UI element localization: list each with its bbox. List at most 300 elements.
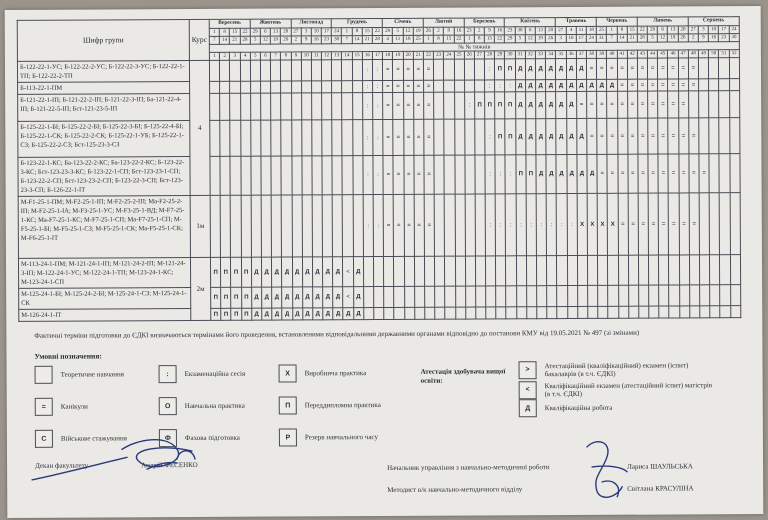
schedule-cell: =	[689, 154, 699, 193]
schedule-cell	[598, 306, 608, 318]
schedule-cell: :	[362, 60, 372, 81]
schedule-cell	[271, 81, 281, 93]
schedule-cell	[486, 286, 496, 307]
schedule-cell: =	[414, 155, 424, 194]
week-start-day: 18	[586, 26, 596, 34]
schedule-cell	[709, 154, 719, 193]
schedule-cell	[343, 195, 354, 257]
schedule-cell: П	[505, 59, 515, 80]
week-number: 37	[576, 50, 586, 58]
week-number: 14	[342, 52, 352, 60]
week-number: 5	[250, 52, 260, 60]
schedule-cell	[588, 306, 598, 318]
schedule-cell: Д	[556, 59, 566, 80]
week-end-day: 18	[403, 35, 413, 43]
schedule-cell	[506, 307, 516, 319]
schedule-cell: =	[617, 154, 627, 193]
week-start-day: 5	[393, 27, 403, 35]
schedule-cell: =	[403, 80, 413, 92]
schedule-cell	[547, 286, 557, 307]
schedule-cell	[435, 286, 445, 307]
week-end-day: 22	[454, 35, 464, 43]
schedule-cell	[435, 256, 445, 286]
week-end-day: 21	[230, 36, 240, 44]
schedule-cell	[302, 156, 312, 195]
schedule-cell: =	[618, 193, 629, 255]
table-row	[18, 91, 740, 122]
schedule-cell: =	[678, 91, 688, 118]
schedule-cell	[240, 81, 250, 93]
schedule-cell	[291, 156, 301, 195]
schedule-cell	[709, 79, 719, 91]
week-end-day: 10	[566, 34, 576, 42]
schedule-cell: =	[586, 58, 596, 79]
schedule-cell: Д	[262, 308, 272, 320]
legend-exam-box: :	[159, 365, 177, 383]
schedule-cell	[394, 307, 404, 319]
legend-title: Умовні позначення:	[34, 351, 102, 361]
schedule-cell: Д	[353, 287, 363, 308]
week-number: 50	[709, 50, 719, 58]
schedule-cell	[486, 256, 496, 286]
schedule-cell	[353, 156, 363, 195]
schedule-cell	[394, 256, 404, 286]
week-start-day: 27	[688, 26, 698, 34]
schedule-cell	[364, 308, 374, 320]
schedule-cell: Д	[272, 308, 282, 320]
course-number: 1м	[190, 195, 210, 257]
group-code: М-125-24-1-БІ; М-125-24-2-БІ; М-125-24-1-СЗ; М-125-24-1-СК	[19, 288, 191, 310]
week-number: 19	[393, 51, 403, 59]
schedule-cell: Д	[333, 308, 343, 320]
schedule-cell: Д	[302, 257, 312, 287]
schedule-cell	[230, 156, 240, 195]
schedule-cell	[332, 93, 342, 120]
schedule-cell: Д	[546, 59, 556, 80]
schedule-cell	[363, 287, 373, 308]
schedule-cell: Д	[607, 79, 617, 91]
schedule-cell	[537, 307, 547, 319]
schedule-cell	[719, 79, 729, 91]
schedule-cell	[608, 306, 618, 318]
schedule-cell	[240, 120, 250, 156]
schedule-cell	[444, 59, 454, 80]
legend-theory	[35, 365, 124, 383]
schedule-cell: :	[373, 93, 383, 120]
schedule-cell: П	[221, 287, 231, 308]
week-end-day: 21	[627, 34, 637, 42]
schedule-cell: Д	[515, 92, 525, 119]
group-code: Б-121-22-1-ІП; Б-121-22-2-ІП; Б-121-22-3-ІП; Ба-121-22-4-ІП; Б-121-22-5-ІП; Бст-121-23-5-ІП	[18, 94, 190, 122]
schedule-cell: Д	[525, 92, 535, 119]
month-header: Листопад	[291, 19, 332, 28]
week-start-day: 3	[698, 26, 708, 34]
schedule-cell	[526, 256, 536, 286]
attestation-bachelor	[519, 360, 719, 379]
schedule-cell: =	[403, 119, 413, 155]
schedule-cell: П	[211, 308, 221, 320]
schedule-cell	[434, 119, 444, 155]
schedule-cell: =	[404, 194, 415, 256]
legend-professional-label: Фахова підготовка	[184, 433, 240, 443]
schedule-cell: Д	[566, 58, 576, 79]
schedule-cell: Д	[566, 118, 576, 154]
month-header: Травень	[556, 17, 597, 26]
schedule-cell	[577, 285, 587, 306]
schedule-cell	[730, 285, 740, 306]
schedule-cell: =	[607, 154, 617, 193]
week-number-title: № № тижнів	[209, 42, 739, 53]
week-end-day: 8	[474, 35, 484, 43]
group-code-header: Шифр групи	[17, 20, 189, 62]
week-end-day: 7	[209, 36, 219, 44]
week-number: 12	[321, 52, 331, 60]
week-start-day: 3	[301, 28, 311, 36]
schedule-cell	[281, 156, 291, 195]
week-number: 52	[729, 50, 739, 58]
schedule-cell: Д	[282, 308, 292, 320]
schedule-cell: Д	[515, 80, 525, 92]
week-end-day: 23	[719, 34, 729, 42]
week-end-day: 12	[260, 36, 270, 44]
schedule-cell: =	[648, 91, 658, 118]
schedule-cell: =	[383, 59, 393, 80]
week-number: 21	[413, 51, 423, 59]
table-row	[18, 193, 740, 259]
schedule-cell	[271, 156, 281, 195]
schedule-cell	[250, 60, 260, 81]
week-number: 38	[586, 50, 596, 58]
schedule-cell: Д	[525, 80, 535, 92]
week-start-day: 27	[291, 28, 301, 36]
schedule-cell	[526, 286, 536, 307]
week-start-day: 27	[556, 27, 566, 35]
legend-industrial-label: Виробнича практика	[304, 369, 367, 378]
week-number: 11	[311, 52, 321, 60]
week-start-day: 15	[230, 28, 240, 36]
schedule-cell	[496, 286, 506, 307]
schedule-cell	[730, 255, 740, 285]
week-number: 16	[362, 52, 372, 60]
schedule-cell: =	[648, 79, 658, 91]
schedule-cell	[230, 93, 240, 120]
schedule-cell: =	[699, 154, 709, 193]
schedule-cell: П	[495, 92, 505, 119]
schedule-cell	[557, 307, 567, 319]
schedule-cell: =	[576, 91, 586, 118]
table-row	[18, 118, 740, 158]
schedule-cell: Д	[566, 79, 576, 91]
table-row	[18, 154, 740, 197]
schedule-cell	[241, 156, 251, 195]
schedule-cell: Д	[251, 308, 261, 320]
week-end-day: 15	[444, 35, 454, 43]
schedule-cell	[281, 60, 291, 81]
schedule-cell	[587, 255, 597, 285]
week-end-day: 30	[332, 36, 342, 44]
week-end-day: 2	[688, 34, 698, 42]
schedule-cell	[567, 255, 577, 285]
schedule-cell	[567, 285, 577, 306]
week-end-day: 23	[321, 36, 331, 44]
schedule-cell	[332, 81, 342, 93]
attestation-bachelor-box: >	[519, 361, 537, 379]
schedule-cell: Д	[353, 257, 363, 287]
week-end-day: 19	[535, 35, 545, 43]
schedule-cell	[312, 120, 322, 156]
week-end-day: 1	[423, 35, 433, 43]
week-number: 46	[668, 50, 678, 58]
schedule-cell	[445, 256, 455, 286]
schedule-cell: П	[241, 287, 251, 308]
schedule-cell	[506, 256, 516, 286]
schedule-cell	[475, 119, 485, 155]
schedule-cell	[720, 306, 730, 318]
schedule-cell	[598, 285, 608, 306]
schedule-cell	[271, 120, 281, 156]
schedule-cell: =	[617, 91, 627, 118]
week-start-day: 13	[668, 26, 678, 34]
schedule-cell: П	[495, 59, 505, 80]
schedule-cell: =	[393, 59, 403, 80]
schedule-cell: =	[647, 58, 657, 79]
schedule-cell: Д	[272, 287, 282, 308]
schedule-cell: Д	[536, 155, 546, 194]
schedule-cell: Д	[312, 257, 322, 287]
schedule-cell	[618, 255, 628, 285]
schedule-cell	[220, 120, 230, 156]
schedule-cell: П	[516, 155, 526, 194]
schedule-cell	[516, 256, 526, 286]
schedule-cell	[618, 285, 628, 306]
schedule-cell: Д	[353, 308, 363, 320]
week-number: 2	[220, 52, 230, 60]
schedule-cell	[261, 195, 272, 257]
schedule-cell	[241, 195, 252, 257]
schedule-cell	[444, 80, 454, 92]
week-start-day: 8	[219, 28, 229, 36]
methodist-name: Світлана КРАСУЛІНА	[627, 484, 694, 493]
week-number: 28	[484, 51, 494, 59]
schedule-cell	[240, 93, 250, 120]
schedule-cell: П	[526, 155, 536, 194]
schedule-cell	[699, 91, 709, 118]
schedule-cell: =	[414, 194, 425, 256]
schedule-cell	[301, 93, 311, 120]
week-start-day: 11	[576, 26, 586, 34]
schedule-cell: =	[648, 193, 659, 255]
schedule-cell	[464, 119, 474, 155]
head-name: Лариса ШАУЛЬСЬКА	[627, 462, 693, 471]
legend-professional-box: Ф	[159, 429, 177, 447]
schedule-cell	[577, 306, 587, 318]
schedule-cell	[659, 255, 669, 285]
schedule-cell	[455, 194, 466, 256]
month-header: Серпень	[688, 17, 739, 26]
month-header: Жовтень	[250, 19, 291, 28]
schedule-cell	[291, 120, 301, 156]
schedule-cell: =	[587, 118, 597, 154]
schedule-cell	[719, 91, 729, 118]
schedule-cell: =	[383, 194, 394, 256]
schedule-cell	[332, 156, 342, 195]
schedule-cell	[231, 195, 242, 257]
schedule-cell	[332, 60, 342, 81]
group-code: Б-125-22-1-БІ; Б-125-22-2-БІ; Б-125-22-3-БІ; Б-125-22-4-БІ; Б-125-22-1-СК; Б-125-22-2-СК; Б-125-22-1-УБ; Б-125-22-1-СЗ; Б-125-22-2-СЗ; Бст-125-23-3-СЗ	[18, 121, 190, 158]
schedule-cell: Д	[323, 257, 333, 287]
schedule-cell: Д	[556, 92, 566, 119]
week-end-day: 21	[362, 36, 372, 44]
schedule-cell: Д	[535, 59, 545, 80]
schedule-cell: X	[577, 193, 588, 255]
schedule-cell	[240, 60, 250, 81]
week-number: 27	[474, 51, 484, 59]
course-header: Курс	[189, 19, 209, 60]
schedule-cell: X	[607, 193, 618, 255]
schedule-cell	[322, 93, 332, 120]
group-code: Б-122-22-1-УС; Б-122-22-2-УС; Б-122-22-3-УС; Б-122-22-1-ТП; Б-122-22-2-ТП	[17, 61, 189, 83]
week-end-day: 2	[291, 36, 301, 44]
schedule-cell: Д	[546, 155, 556, 194]
legend-reserve-box: Р	[279, 428, 297, 446]
week-end-day: 15	[484, 35, 494, 43]
schedule-cell	[374, 287, 384, 308]
schedule-cell: :	[485, 119, 495, 155]
week-number: 13	[332, 52, 342, 60]
schedule-cell	[230, 81, 240, 93]
week-end-day: 24	[586, 34, 596, 42]
schedule-cell: Д	[526, 119, 536, 155]
schedule-cell	[689, 255, 699, 285]
schedule-cell	[271, 60, 281, 81]
attestation-bachelor-label: Атестаційний (кваліфікаційний) екзамен (іспит) бакалаврів (в т.ч. ЄДКІ)	[544, 361, 689, 379]
schedule-cell	[434, 194, 445, 256]
schedule-cell	[404, 307, 414, 319]
schedule-cell	[588, 285, 598, 306]
schedule-cell	[291, 81, 301, 93]
schedule-cell: П	[474, 92, 484, 119]
schedule-cell: =	[688, 79, 698, 91]
week-start-day: 10	[311, 28, 321, 36]
schedule-cell: =	[679, 193, 690, 255]
week-number: 7	[271, 52, 281, 60]
attestation-thesis-label: Кваліфікаційна робота	[544, 403, 613, 413]
schedule-cell	[729, 91, 739, 118]
schedule-cell	[404, 256, 414, 286]
schedule-cell: =	[668, 79, 678, 91]
week-start-day: 1	[607, 26, 617, 34]
week-number: 41	[617, 50, 627, 58]
week-start-day: 6	[525, 27, 535, 35]
week-end-day: 26	[281, 36, 291, 44]
legend-training-label: Навчальна практика	[184, 401, 245, 411]
dean-signature	[27, 429, 207, 490]
schedule-cell: =	[658, 118, 668, 154]
schedule-cell	[729, 79, 739, 91]
schedule-cell	[496, 307, 506, 319]
schedule-cell	[689, 285, 699, 306]
schedule-cell: :	[373, 81, 383, 93]
schedule-cell: Д	[323, 308, 333, 320]
schedule-cell	[474, 59, 484, 80]
schedule-cell: Д	[251, 257, 261, 287]
schedule-cell	[628, 285, 638, 306]
week-start-day: 20	[678, 26, 688, 34]
schedule-cell: Д	[292, 308, 302, 320]
schedule-cell	[250, 81, 260, 93]
schedule-cell: <	[343, 287, 353, 308]
schedule-cell	[291, 93, 301, 120]
schedule-cell: П	[221, 308, 231, 320]
schedule-cell: =	[628, 193, 639, 255]
schedule-cell	[312, 195, 323, 257]
week-end-day: 26	[545, 35, 555, 43]
methodist-title: Методист в/к навчально-методичного відділу	[387, 485, 523, 494]
schedule-cell	[698, 58, 708, 79]
legend-industrial-box: X	[279, 364, 297, 382]
schedule-cell	[454, 59, 464, 80]
schedule-cell	[220, 60, 230, 81]
schedule-cell	[444, 155, 454, 194]
week-number: 32	[525, 51, 535, 59]
schedule-cell	[567, 306, 577, 318]
schedule-cell: =	[668, 118, 678, 154]
schedule-cell	[342, 93, 352, 120]
schedule-cell: Д	[515, 119, 525, 155]
schedule-cell	[261, 156, 271, 195]
schedule-cell	[414, 307, 424, 319]
legend-reserve-label: Резерв навчального часу	[304, 433, 378, 442]
schedule-cell	[455, 256, 465, 286]
schedule-cell: :	[567, 193, 578, 255]
schedule-cell: Д	[556, 119, 566, 155]
schedule-cell	[649, 255, 659, 285]
schedule-cell	[628, 255, 638, 285]
schedule-cell	[220, 195, 231, 257]
schedule-cell	[210, 156, 220, 195]
schedule-cell	[311, 93, 321, 120]
week-end-day: 19	[668, 34, 678, 42]
week-number: 36	[566, 50, 576, 58]
week-start-day: 20	[545, 27, 555, 35]
week-start-day: 12	[403, 27, 413, 35]
schedule-cell	[688, 91, 698, 118]
schedule-cell	[649, 285, 659, 306]
schedule-cell	[454, 119, 464, 155]
schedule-cell: :	[495, 194, 506, 256]
schedule-cell: =	[648, 118, 658, 154]
week-number: 48	[688, 50, 698, 58]
schedule-cell: Д	[313, 287, 323, 308]
schedule-cell: =	[627, 91, 637, 118]
schedule-cell	[475, 155, 485, 194]
schedule-cell: =	[658, 154, 668, 193]
schedule-cell: Д	[282, 257, 292, 287]
schedule-cell: Д	[567, 154, 577, 193]
schedule-cell: :	[362, 81, 372, 93]
week-number: 8	[281, 52, 291, 60]
week-number: 1	[209, 52, 219, 60]
schedule-cell	[363, 257, 373, 287]
schedule-cell	[302, 195, 313, 257]
week-start-day: 16	[495, 27, 505, 35]
schedule-cell: =	[627, 58, 637, 79]
schedule-cell: =	[689, 193, 700, 255]
schedule-cell: =	[403, 59, 413, 80]
schedule-cell: :	[557, 194, 568, 256]
schedule-cell	[719, 58, 729, 79]
legend-industrial	[279, 364, 367, 382]
